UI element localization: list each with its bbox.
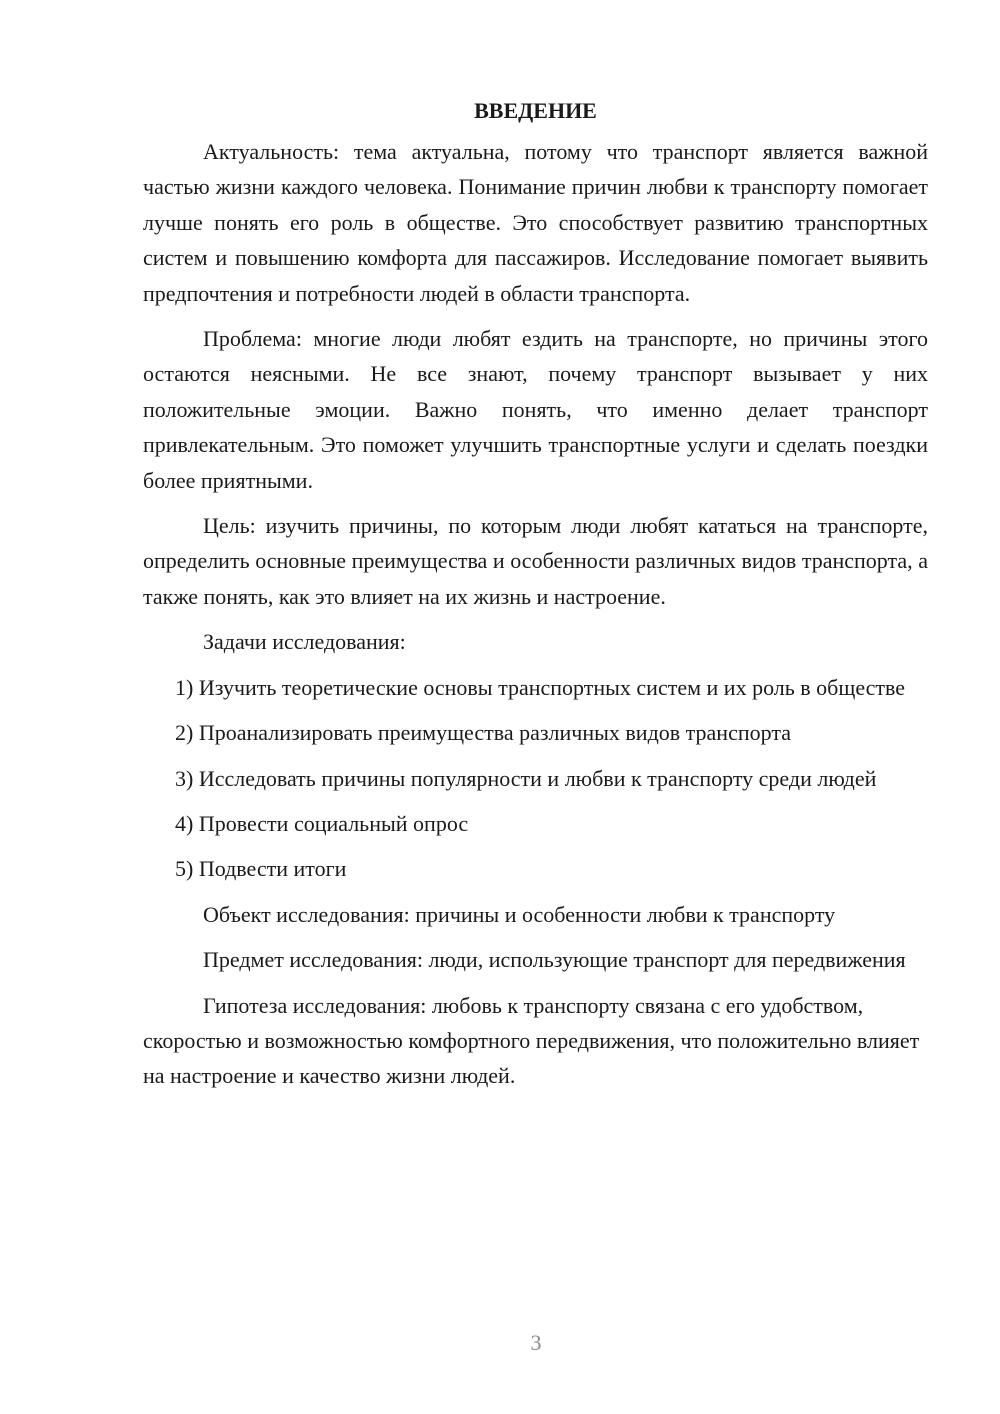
task-item: 1) Изучить теоретические основы транспортных систем и их роль в обществе <box>175 674 906 700</box>
task-item: 5) Подвести итоги <box>175 856 347 882</box>
task-item: 2) Проанализировать преимущества различных видов транспорта <box>175 720 791 746</box>
document-body <box>143 96 928 1104</box>
document-title: ВВЕДЕНИЕ <box>474 98 597 123</box>
task-item: 4) Провести социальный опрос <box>175 810 469 836</box>
object-paragraph: Объект исследования: причины и особенности любви к транспорту <box>203 901 836 927</box>
subject-paragraph: Предмет исследования: люди, использующие транспорт для передвижения <box>203 947 906 973</box>
hypothesis-paragraph: Гипотеза исследования: любовь к транспорту связана с его удобством, скоростью и возможностью комфортного передвижения, что положительно влияет на настроение и качество жизни людей. <box>143 992 920 1089</box>
problem-paragraph: Проблема: многие люди любят ездить на транспорте, но причины этого остаются неясными. Не все знают, почему транспорт вызывает у них положительные эмоции. Важно понять, что именно делает транспорт привлекательным. Это поможет улучшить транспортные услуги и сделать поездки более приятными. <box>143 326 928 493</box>
task-item: 3) Исследовать причины популярности и любви к транспорту среди людей <box>175 765 877 791</box>
relevance-paragraph: Актуальность: тема актуальна, потому что транспорт является важной частью жизни каждого человека. Понимание причин любви к транспорту помогает лучше понять его роль в обществе. Это способствует развитию транспортных систем и повышению комфорта для пассажиров. Исследование помогает выявить предпочтения и потребности людей в области транспорта. <box>143 139 928 306</box>
tasks-list <box>143 670 928 887</box>
tasks-heading: Задачи исследования: <box>203 629 406 655</box>
goal-paragraph: Цель: изучить причины, по которым люди любят кататься на транспорте, определить основные преимущества и особенности различных видов транспорта, а также понять, как это влияет на их жизнь и настроение. <box>143 513 928 609</box>
page-number: 3 <box>530 1330 542 1355</box>
